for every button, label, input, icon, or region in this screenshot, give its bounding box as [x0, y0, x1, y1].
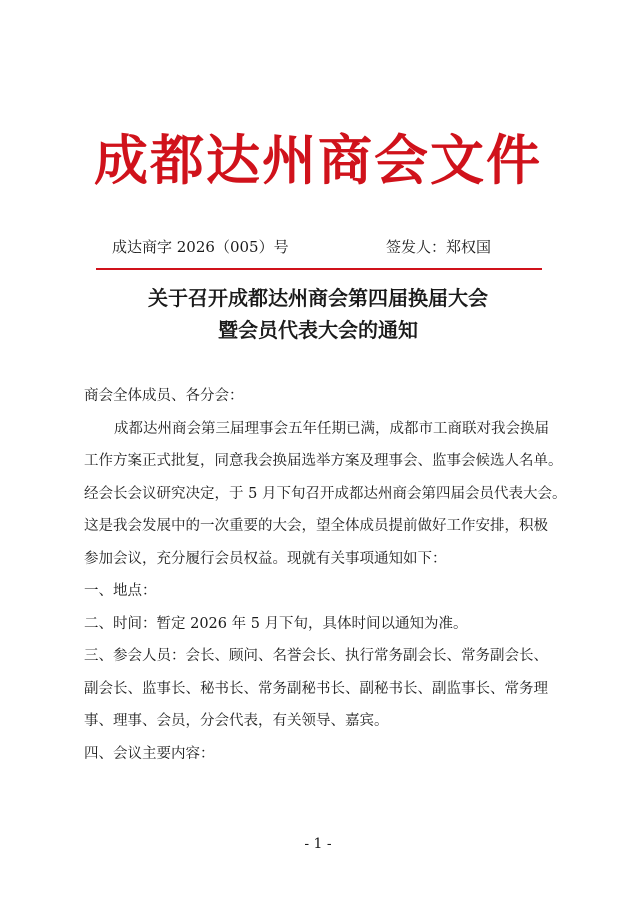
item-location: 一、地点： — [84, 583, 157, 599]
signer: 签发人：郑权国 — [386, 238, 492, 256]
paragraph-line: 经会长会议研究决定，于 5 月下旬召开成都达州商会第四届会员代表大会。 — [84, 485, 567, 502]
paragraph-line: 这是我会发展中的一次重要的大会，望全体成员提前做好工作安排，积极 — [84, 518, 548, 534]
item-time: 二、时间：暂定 2026 年 5 月下旬，具体时间以通知为准。 — [84, 615, 468, 632]
item-agenda: 四、会议主要内容： — [84, 745, 215, 762]
notice-title-line-2: 暨会员代表大会的通知 — [218, 318, 418, 342]
paragraph-line: 参加会议，充分履行会员权益。现就有关事项通知如下： — [84, 550, 447, 567]
item-attendees-cont: 副会长、监事长、秘书长、常务副秘书长、副秘书长、副监事长、常务理 — [84, 680, 548, 697]
salutation: 商会全体成员、各分会： — [84, 388, 244, 404]
notice-body — [84, 380, 572, 770]
paragraph-line: 工作方案正式批复，同意我会换届选举方案及理事会、监事会候选人名单。 — [84, 453, 563, 469]
masthead-title: 成都达州商会文件 — [94, 128, 542, 192]
document-number: 成达商字 2026（005）号 — [112, 238, 289, 256]
item-attendees: 三、参会人员：会长、顾问、名誉会长、执行常务副会长、常务副会长、 — [84, 648, 548, 664]
page-number: - 1 - — [304, 836, 332, 852]
red-divider-line — [96, 268, 542, 270]
paragraph-line: 成都达州商会第三届理事会五年任期已满，成都市工商联对我会换届 — [114, 420, 549, 437]
notice-title-line-1: 关于召开成都达州商会第四届换届大会 — [148, 286, 488, 310]
item-attendees-cont: 事、理事、会员，分会代表，有关领导、嘉宾。 — [84, 713, 389, 729]
